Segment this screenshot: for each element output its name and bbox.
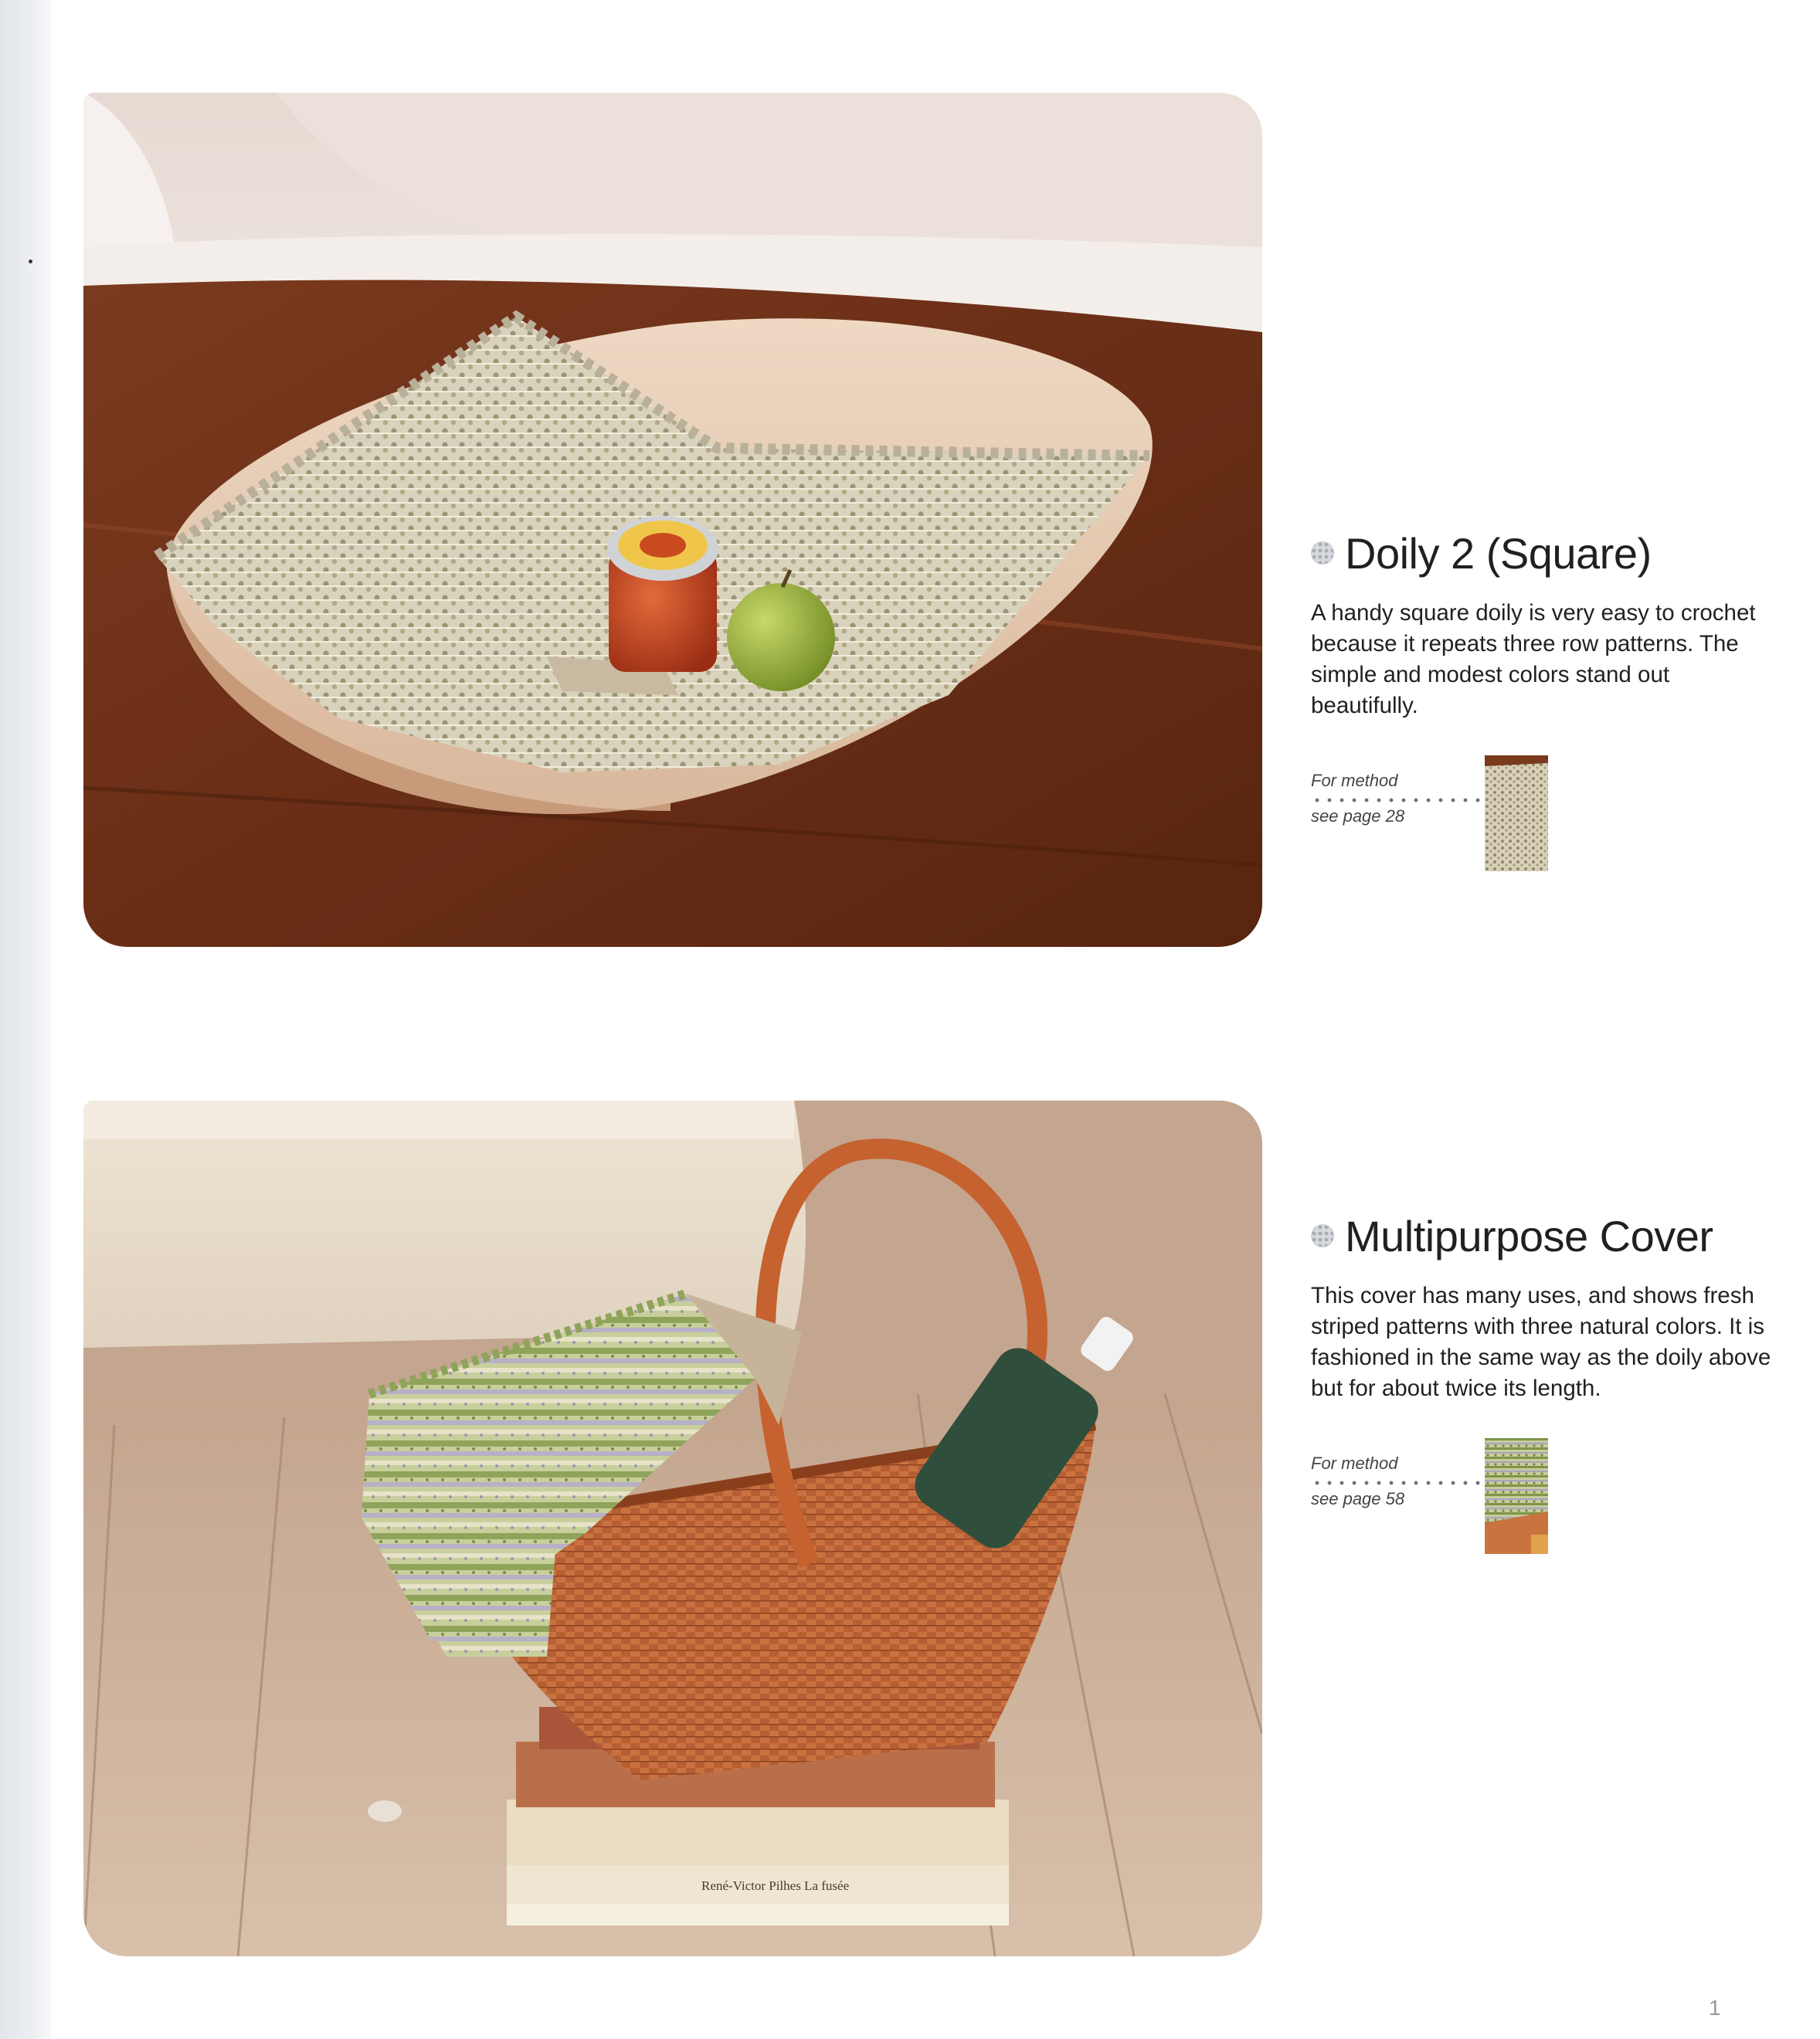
item-description: A handy square doily is very easy to crochet because it repeats three row patterns. The simple and modest colors stand out beautifully. [1311,600,1756,718]
method-page: see page 28 [1311,806,1405,826]
dotted-bullet-icon [1311,541,1334,565]
page-number: 1 [1709,1996,1721,2020]
item-title: Doily 2 (Square) [1345,528,1652,578]
doily-photo [83,93,1262,947]
doily-description-block [1311,522,1774,871]
cover-description-block [1311,1205,1774,1554]
method-page: see page 58 [1311,1489,1405,1508]
scan-speck [29,260,32,263]
item-description: This cover has many uses, and shows fresh striped patterns with three natural colors. It is fashioned in the same way as the doily above but for about twice its length. [1311,1283,1771,1401]
book-spine-edge [0,0,51,2039]
dotted-leader [1311,798,1482,802]
item-title: Multipurpose Cover [1345,1211,1713,1260]
cover-thumbnail [1485,1438,1548,1554]
doily-thumbnail [1485,755,1548,871]
method-reference [1311,755,1774,871]
method-reference [1311,1438,1774,1554]
basket-cover-photo [83,1101,1262,1956]
method-label: For method [1311,771,1398,790]
doily-title-row [1311,522,1774,584]
dotted-bullet-icon [1311,1224,1334,1247]
cover-title-row [1311,1205,1774,1267]
book-spine-lower-text: René-Victor Pilhes La fusée [701,1878,850,1893]
dotted-leader [1311,1481,1482,1485]
method-label: For method [1311,1454,1398,1473]
